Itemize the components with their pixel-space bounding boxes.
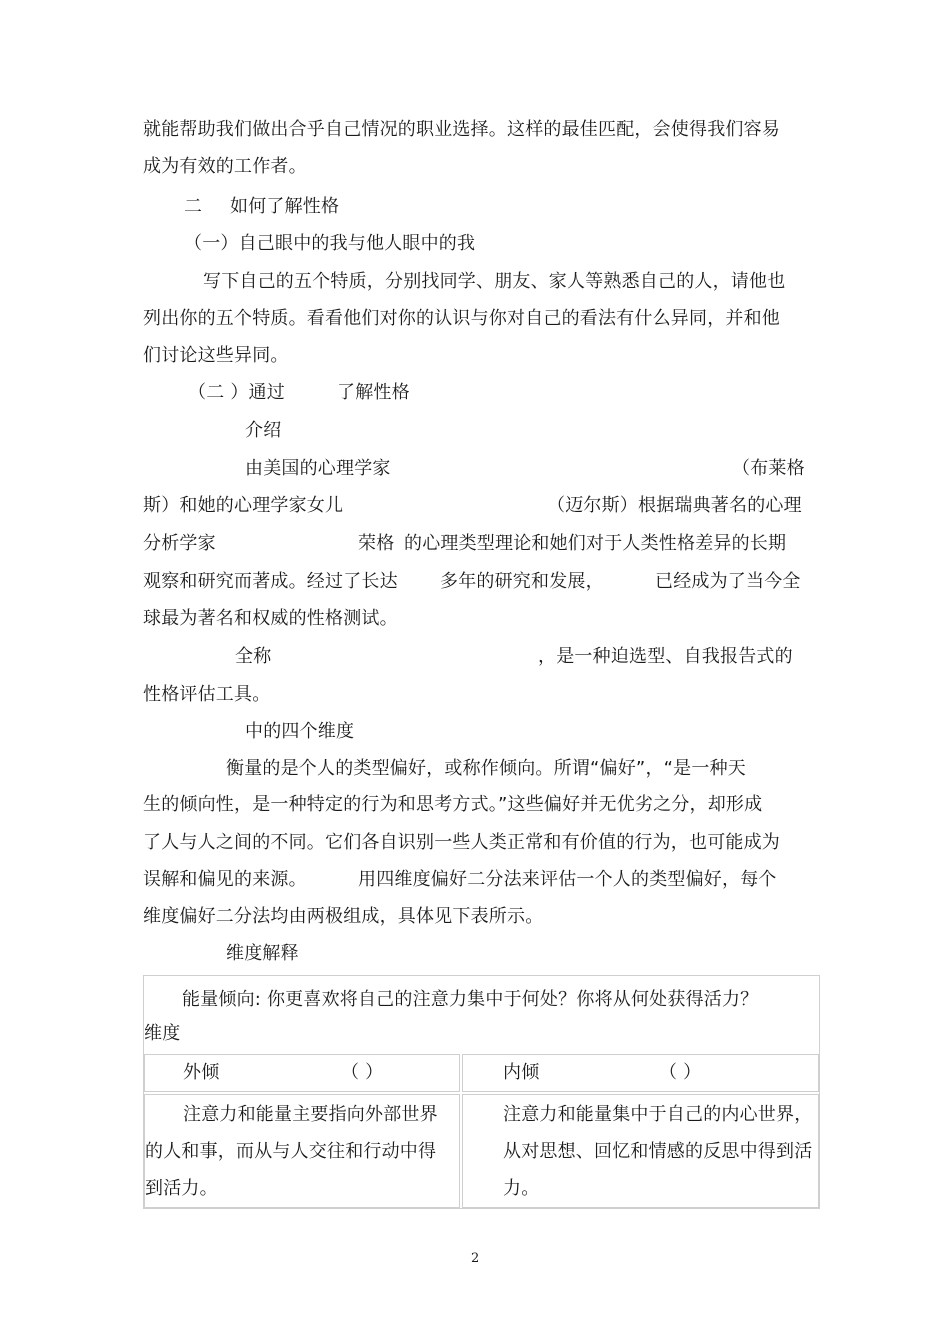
text-line: 斯）和她的心理学家女儿 [143,495,344,516]
cell-text-line: 注意力和能量集中于自己的内心世界， [503,1104,813,1125]
cell-label: 内倾 [503,1062,540,1083]
section-heading: 如何了解性格 [230,196,340,217]
dimension-table [143,975,820,1209]
text-line: 已经成为了当今全 [655,571,801,592]
cell-paren: （ ） [341,1062,384,1083]
subsection-heading: （一）自己眼中的我与他人眼中的我 [184,233,476,254]
table-cell-extraversion-desc [144,1094,460,1208]
table-header-line: 维度 [144,1023,181,1044]
section-number: 二 [184,196,203,217]
text-line: 们讨论这些异同。 [143,345,289,366]
table-cell-introversion-desc [462,1094,819,1208]
text-line: 由美国的心理学家 [245,458,391,479]
text-line: 列出你的五个特质。看看他们对你的认识与你对自己的看法有什么异同，并和他 [143,308,780,329]
text-line: 分析学家 [143,533,216,554]
text-line: 了人与人之间的不同。它们各自识别一些人类正常和有价值的行为，也可能成为 [143,832,780,853]
text-line: 荣格 [358,533,395,554]
text-line: 多年的研究和发展， [440,571,604,592]
text-line: 成为有效的工作者。 [143,156,307,177]
table-cell-extraversion-label [144,1054,460,1092]
text-line: 维度偏好二分法均由两极组成，具体见下表所示。 [143,906,544,927]
text-line: 用四维度偏好二分法来评估一个人的类型偏好，每个 [358,869,777,890]
cell-text-line: 从对思想、回忆和情感的反思中得到活 [503,1141,813,1162]
table-header-line: 能量倾向: 你更喜欢将自己的注意力集中于何处？你将从何处获得活力？ [182,989,759,1010]
cell-label: 外倾 [183,1062,220,1083]
cell-text-line: 到活力。 [145,1178,218,1199]
text-line: 误解和偏见的来源。 [143,869,307,890]
cell-text-line: 力。 [503,1178,540,1199]
text-line: 观察和研究而著成。经过了长达 [143,571,398,592]
cell-text-line: 的人和事，而从与人交往和行动中得 [145,1141,437,1162]
text-line: 写下自己的五个特质，分别找同学、朋友、家人等熟悉自己的人，请他也 [203,271,786,292]
text-line: 球最为著名和权威的性格测试。 [143,608,398,629]
subsection-heading-tail: 了解性格 [337,382,410,403]
text-line: 就能帮助我们做出合乎自己情况的职业选择。这样的最佳匹配，会使得我们容易 [143,119,780,140]
text-line: 衡量的是个人的类型偏好，或称作倾向。所谓“偏好”，“是一种天 [226,758,746,779]
cell-paren: （ ） [659,1062,702,1083]
text-line: 全称 [235,646,272,667]
text-line: （布莱格 [732,458,805,479]
text-line: （迈尔斯）根据瑞典著名的心理 [547,495,802,516]
text-line: ，是一种迫选型、自我报告式的 [538,646,793,667]
cell-text-line: 注意力和能量主要指向外部世界 [183,1104,438,1125]
text-line: 的心理类型理论和她们对于人类性格差异的长期 [404,533,787,554]
page-number: 2 [471,1251,480,1266]
text-line: 中的四个维度 [245,721,355,742]
text-line: 性格评估工具。 [143,684,271,705]
text-line: 介绍 [245,420,282,441]
text-line: 生的倾向性，是一种特定的行为和思考方式。”这些偏好并无优劣之分，却形成 [143,794,763,815]
subsection-heading: （二 ）通过 [188,382,285,403]
table-caption: 维度解释 [226,943,299,964]
table-cell-introversion-label [462,1054,819,1092]
